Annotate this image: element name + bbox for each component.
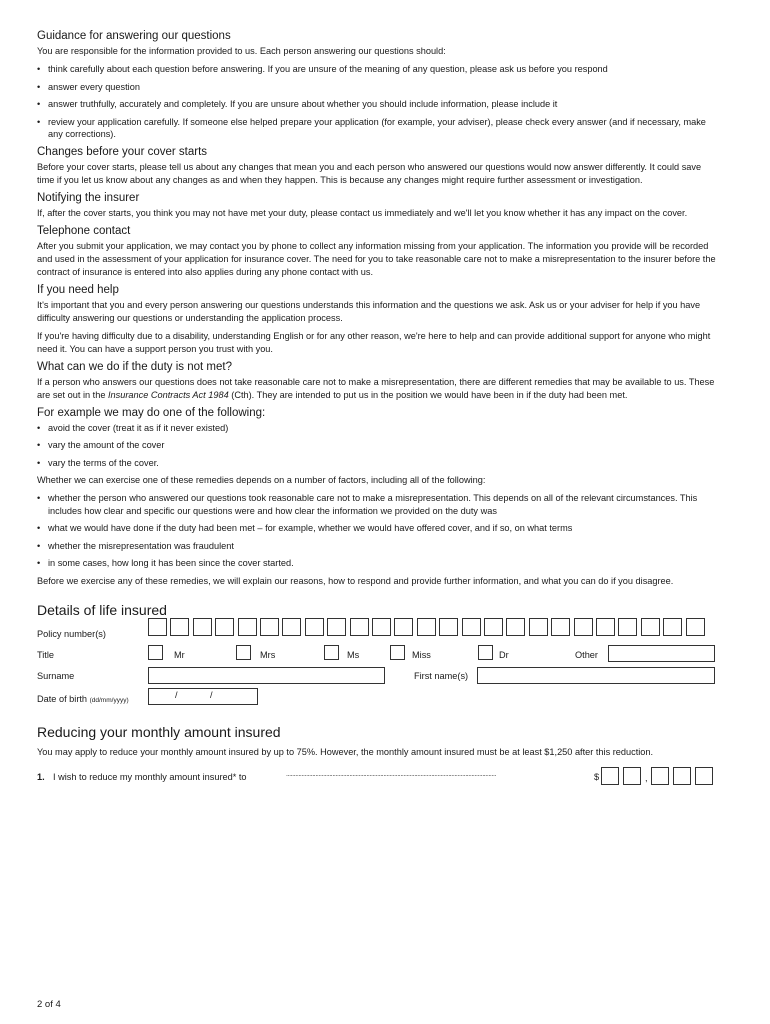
amount-digit-box[interactable] [673, 767, 691, 785]
changes-section [37, 146, 719, 187]
help-text: If you're having difficulty due to a disability, understanding English or for any other reason, we're here to help and can provide additional support for anyone who might need it. You can have a support person you trust with you. [37, 330, 711, 354]
life-insured-heading: Details of life insured [37, 601, 167, 618]
factor-bullet: • whether the misrepresentation was fraudulent [37, 540, 719, 553]
policy-row [37, 624, 719, 645]
title-mr-checkbox[interactable] [148, 645, 163, 660]
document-page [37, 30, 719, 789]
guidance-section [37, 30, 719, 141]
policy-number-box[interactable] [551, 618, 570, 636]
question-text: I wish to reduce my monthly amount insured* to [53, 771, 247, 782]
dob-field[interactable] [148, 688, 258, 705]
guidance-intro: You are responsible for the information provided to us. Each person answering our questions should: [37, 46, 446, 56]
factors-list [37, 492, 719, 570]
surname-label: Surname [37, 670, 75, 681]
title-label: Title [37, 649, 55, 660]
amount-digit-box[interactable] [651, 767, 669, 785]
duty-text [37, 376, 719, 402]
dob-label [37, 694, 129, 704]
telephone-text: After you submit your application, we may contact you by phone to collect any information missing from your application. The information you provide will be recorded and used in the assessment of your application for insurance cover. The need for you to take reasonable care not to make a misrepresentation to the insurer before the contract of insurance is entered into also applies during any phone contact with us. [37, 240, 716, 277]
title-other-label: Other [575, 649, 598, 660]
dob-label-text: Date of birth [37, 693, 88, 704]
policy-number-box[interactable] [484, 618, 503, 636]
reducing-heading: Reducing your monthly amount insured [37, 723, 281, 740]
name-row [37, 666, 719, 687]
policy-number-box[interactable] [462, 618, 481, 636]
policy-number-box[interactable] [417, 618, 436, 636]
policy-number-box[interactable] [238, 618, 257, 636]
currency-symbol: $ [594, 771, 600, 782]
factor-bullet: • in some cases, how long it has been since the cover started. [37, 557, 719, 570]
notifying-heading: Notifying the insurer [37, 191, 140, 204]
policy-number-box[interactable] [529, 618, 548, 636]
policy-number-box[interactable] [439, 618, 458, 636]
duty-section [37, 361, 719, 588]
policy-number-box[interactable] [148, 618, 167, 636]
title-other-field[interactable] [608, 645, 715, 662]
title-mrs-checkbox[interactable] [236, 645, 251, 660]
policy-number-box[interactable] [350, 618, 369, 636]
policy-number-box[interactable] [394, 618, 413, 636]
policy-number-box[interactable] [260, 618, 279, 636]
title-mrs-label: Mrs [260, 649, 276, 660]
policy-number-box[interactable] [663, 618, 682, 636]
dob-hint: (dd/mm/yyyy) [89, 696, 129, 704]
life-insured-section [37, 602, 719, 708]
policy-number-box[interactable] [686, 618, 705, 636]
changes-text: Before your cover starts, please tell us about any changes that mean you and each person who answered our questions would now answer differently. It could save time if you let us know about any changes as and when they happen. This is because any changes might require further assessment or investigation. [37, 161, 702, 185]
thousands-comma: , [645, 772, 648, 783]
example-bullet: • vary the amount of the cover [37, 439, 719, 452]
amount-digit-box[interactable] [623, 767, 641, 785]
amount-digit-box[interactable] [601, 767, 619, 785]
policy-number-box[interactable] [305, 618, 324, 636]
surname-field[interactable] [148, 667, 385, 684]
guidance-bullet: • review your application carefully. If someone else helped prepare your application (for example, your adviser), please check every answer (and if necessary, make any corrections). [37, 116, 719, 141]
question-leader-dots: ........................................................................................................................................ [286, 770, 497, 778]
act-name: Insurance Contracts Act 1984 [108, 389, 229, 400]
policy-number-box[interactable] [641, 618, 660, 636]
policy-number-box[interactable] [327, 618, 346, 636]
policy-number-box[interactable] [372, 618, 391, 636]
amount-digit-box[interactable] [695, 767, 713, 785]
duty-closing: Before we exercise any of these remedies, we will explain our reasons, how to respond and provide further information, and what you can do if you disagree. [37, 575, 674, 586]
title-ms-checkbox[interactable] [324, 645, 339, 660]
reducing-text: You may apply to reduce your monthly amount insured by up to 75%. However, the monthly amount insured must be at least $1,250 after this reduction. [37, 746, 654, 757]
help-text: It's important that you and every person answering our questions understands this information and the questions we ask. Ask us or your adviser for help if you have difficulty answering our questions or understanding the application process. [37, 299, 701, 323]
factor-bullet: • what we would have done if the duty had been met – for example, whether we would have offered cover, and if so, on what terms [37, 522, 719, 535]
telephone-section [37, 225, 719, 279]
page-number: 2 of 4 [37, 999, 61, 1010]
guidance-bullet: • answer truthfully, accurately and completely. If you are unsure about whether you should include information, please include it [37, 98, 719, 111]
notifying-text: If, after the cover starts, you think you may not have met your duty, please contact us immediately and we'll let you know whether it has any impact on the cover. [37, 207, 688, 218]
firstname-label: First name(s) [414, 670, 469, 681]
dob-row [37, 687, 719, 708]
reduce-question [37, 767, 719, 789]
telephone-heading: Telephone contact [37, 224, 131, 237]
policy-number-box[interactable] [574, 618, 593, 636]
example-list [37, 422, 719, 470]
title-dr-checkbox[interactable] [478, 645, 493, 660]
example-heading: For example we may do one of the following: [37, 406, 266, 419]
policy-number-box[interactable] [596, 618, 615, 636]
guidance-heading: Guidance for answering our questions [37, 30, 231, 42]
title-miss-checkbox[interactable] [390, 645, 405, 660]
firstname-field[interactable] [477, 667, 715, 684]
example-bullet: • vary the terms of the cover. [37, 457, 719, 470]
help-section [37, 284, 719, 356]
title-dr-label: Dr [499, 649, 509, 660]
duty-text-b: (Cth). They are intended to put us in the position we would have been in if the duty had been met. [228, 389, 628, 400]
title-miss-label: Miss [412, 649, 431, 660]
factors-intro: Whether we can exercise one of these remedies depends on a number of factors, including all of the following: [37, 475, 486, 485]
example-bullet: • avoid the cover (treat it as if it never existed) [37, 422, 719, 435]
dob-sep: / [210, 689, 213, 700]
policy-number-box[interactable] [506, 618, 525, 636]
policy-number-box[interactable] [282, 618, 301, 636]
question-number: 1. [37, 771, 45, 782]
title-ms-label: Ms [347, 649, 360, 660]
policy-number-box[interactable] [618, 618, 637, 636]
title-row [37, 645, 719, 666]
policy-label: Policy number(s) [37, 628, 106, 639]
policy-number-box[interactable] [193, 618, 212, 636]
duty-heading: What can we do if the duty is not met? [37, 360, 232, 373]
dob-sep: / [175, 689, 178, 700]
reducing-section [37, 724, 719, 789]
guidance-bullet: • answer every question [37, 81, 719, 94]
changes-heading: Changes before your cover starts [37, 145, 208, 158]
help-heading: If you need help [37, 283, 119, 296]
guidance-list [37, 63, 719, 141]
duty-text-a: If a person who answers our questions does not take reasonable care not to make a misrepresentation, there are different remedies that may be available to us. These are set out in the [37, 376, 715, 400]
policy-number-box[interactable] [215, 618, 234, 636]
guidance-bullet: • think carefully about each question before answering. If you are unsure of the meaning of any question, please ask us before you respond [37, 63, 719, 76]
title-mr-label: Mr [174, 649, 185, 660]
notifying-section [37, 192, 719, 220]
policy-number-box[interactable] [170, 618, 189, 636]
factor-bullet: • whether the person who answered our questions took reasonable care not to make a misrepresentation. This depends on all of the relevant circumstances. This includes how clear and specific our questions were and how clear the information we provided on the duty was [37, 492, 719, 517]
